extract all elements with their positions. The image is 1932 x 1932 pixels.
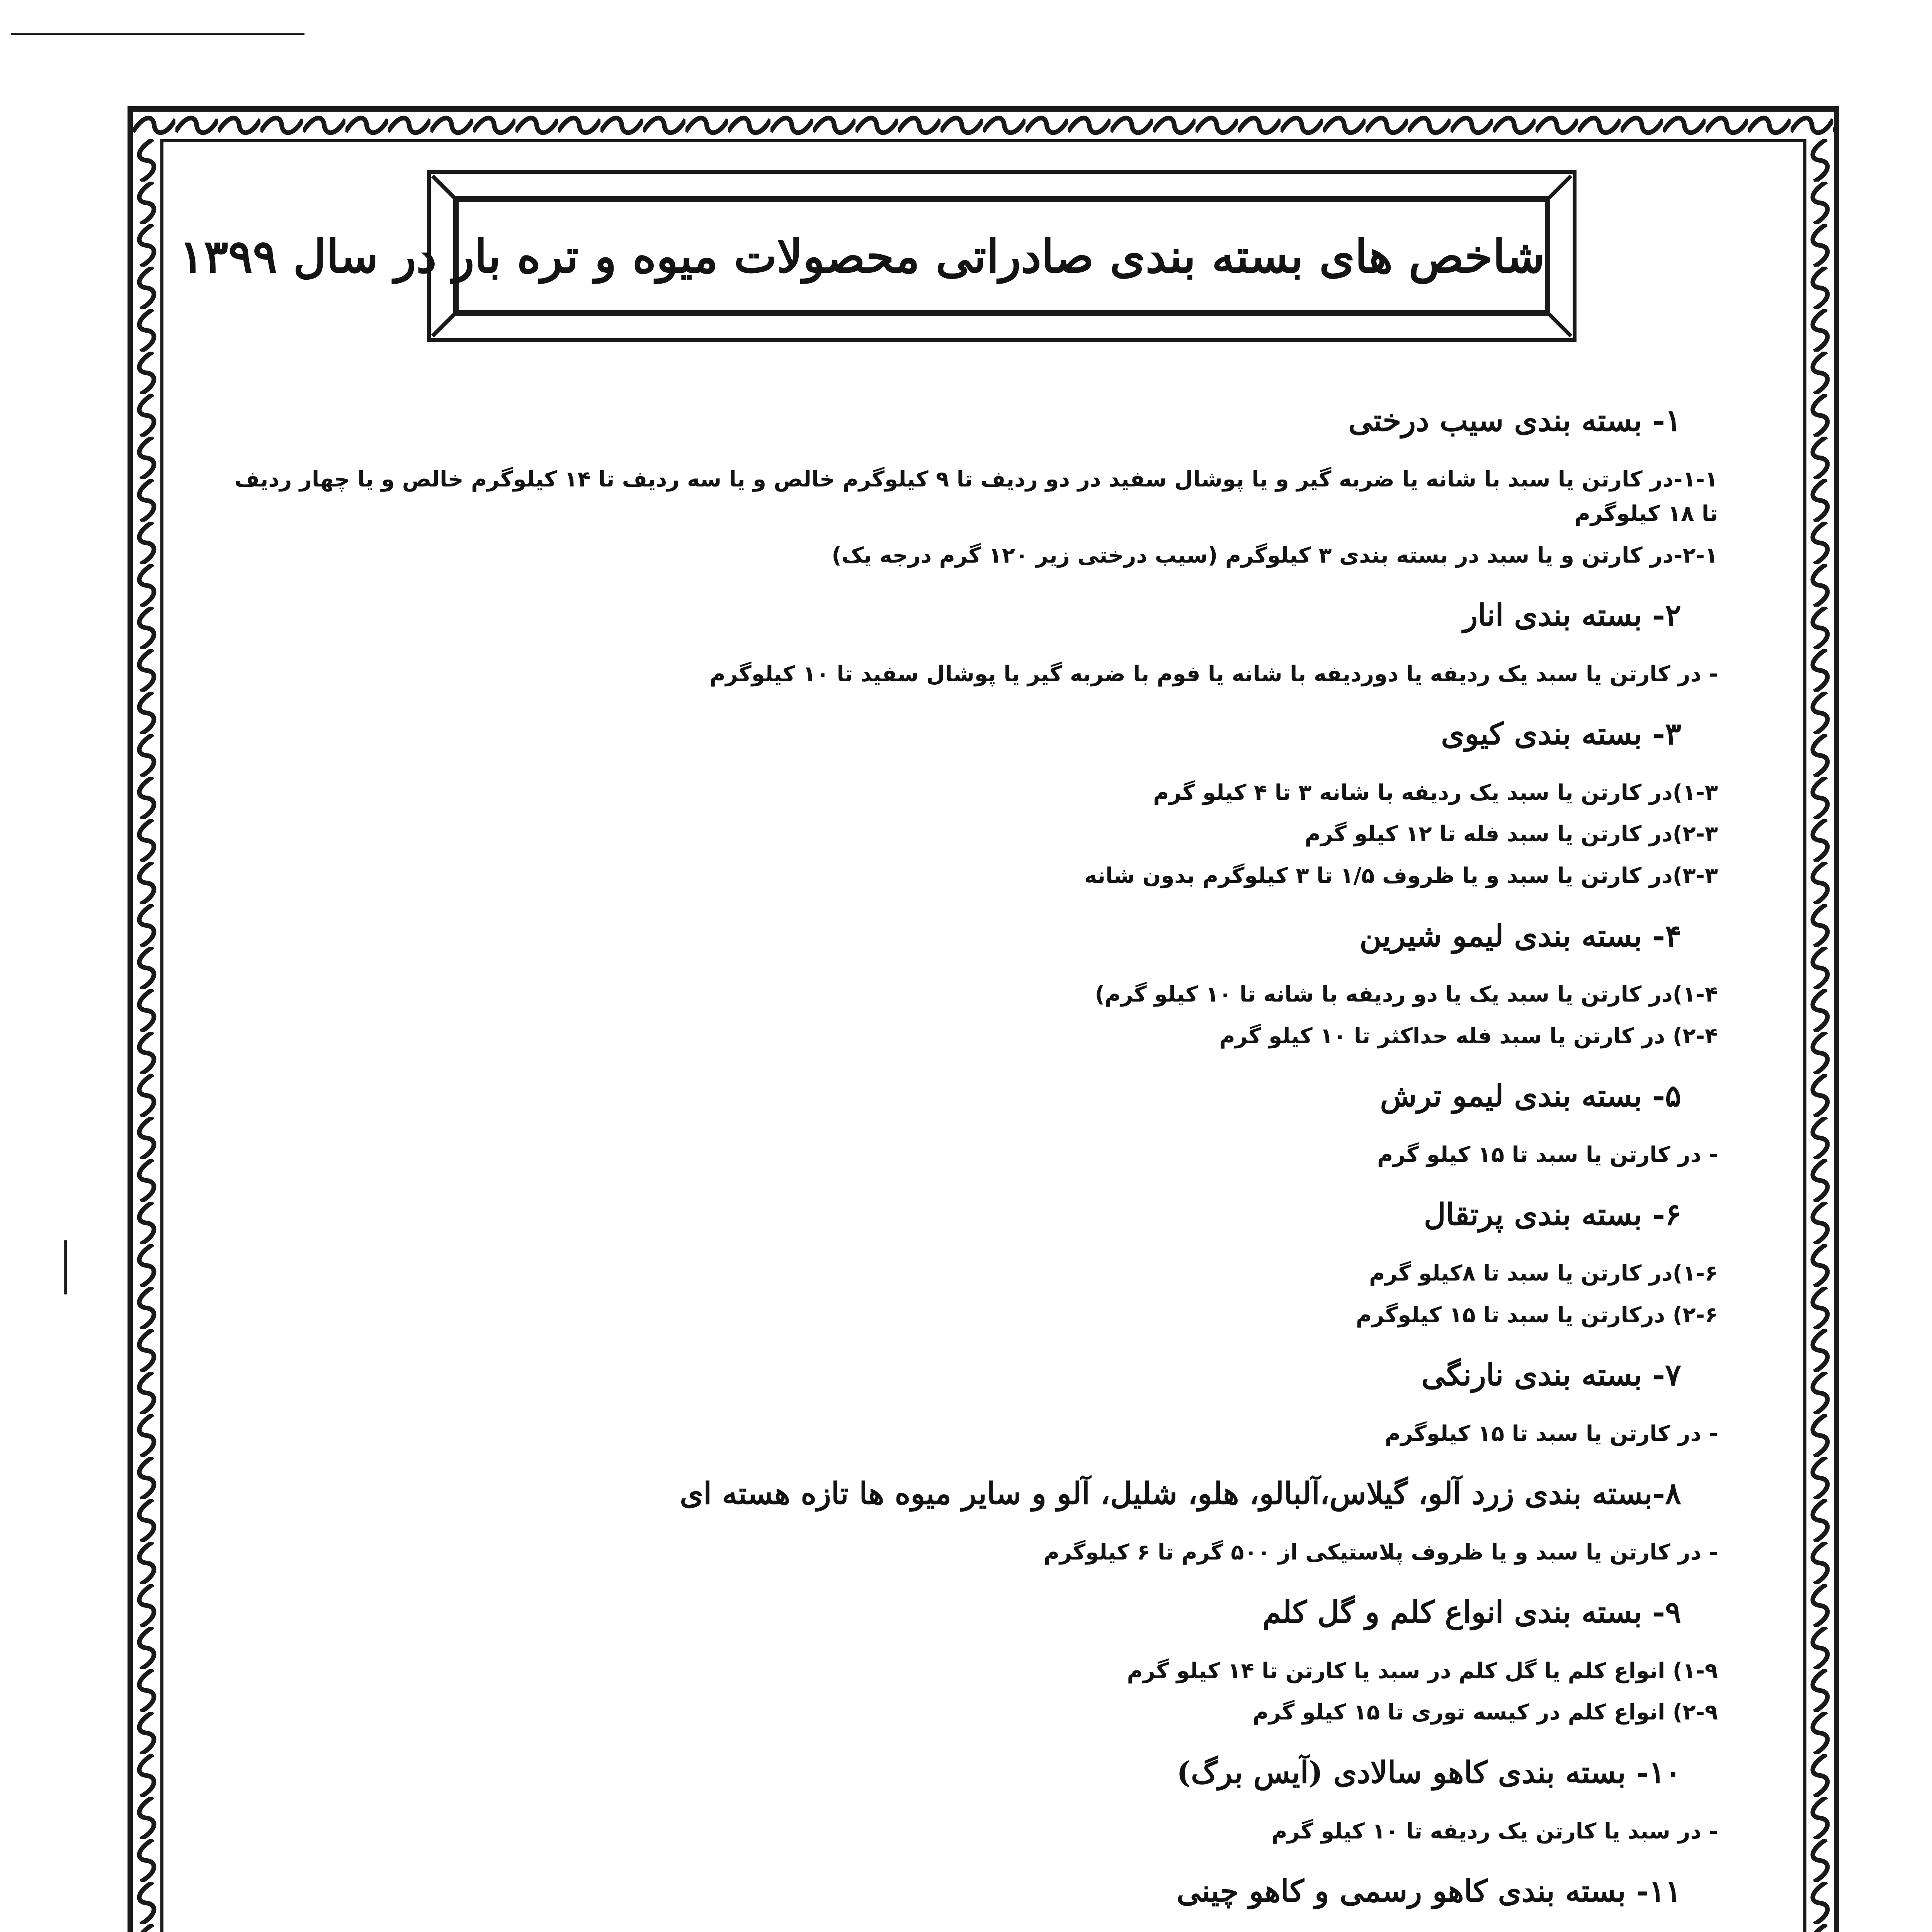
- section-heading: ۸-بسته بندی زرد آلو، گیلاس،آلبالو، هلو، شلیل، آلو و سایر میوه ها تازه هسته ای: [680, 1476, 1681, 1512]
- page-title: شاخص های بسته بندی صادراتی محصولات میوه و تره بار در سال ۱۳۹۹: [179, 229, 1545, 283]
- section-item: ۲-۶) درکارتن یا سبد تا ۱۵ کیلوگرم: [1355, 1302, 1718, 1328]
- section-item: ۱-۹) انواع کلم یا گل کلم در سبد یا کارتن تا ۱۴ کیلو گرم: [1127, 1658, 1718, 1684]
- section-heading: ۱۱- بسته بندی کاهو رسمی و کاهو چینی: [1177, 1874, 1681, 1909]
- section-item: - در کارتن یا سبد یک ردیفه یا دوردیفه با شانه یا فوم با ضربه گیر یا پوشال سفید تا ۱۰ کیلوگرم: [709, 661, 1718, 687]
- section-heading: ۷- بسته بندی نارنگی: [1421, 1357, 1681, 1393]
- section-heading: ۵- بسته بندی لیمو ترش: [1380, 1078, 1681, 1114]
- section-item: ۲-۱-در کارتن و یا سبد در بسته بندی ۳ کیلوگرم (سیب درختی زیر ۱۲۰ گرم درجه یک): [832, 543, 1718, 568]
- section-1: [232, 402, 1718, 573]
- section-11: [232, 1872, 1718, 1932]
- section-9: [232, 1594, 1718, 1730]
- section-8: [232, 1475, 1718, 1570]
- section-item: - در سبد یا کارتن یک ردیفه تا ۱۰ کیلو گرم: [1271, 1818, 1718, 1844]
- section-heading: ۲- بسته بندی انار: [1463, 598, 1681, 633]
- section-item: ۲-۳)در کارتن یا سبد فله تا ۱۲ کیلو گرم: [1304, 821, 1718, 847]
- section-item: ۳-۳)در کارتن یا سبد و یا ظروف ۱/۵ تا ۳ کیلوگرم بدون شانه: [1084, 863, 1718, 889]
- section-item: ۱-۳)در کارتن یا سبد یک ردیفه با شانه ۳ تا ۴ کیلو گرم: [1153, 780, 1718, 805]
- section-heading: ۳- بسته بندی کیوی: [1441, 716, 1681, 752]
- section-heading: ۱- بسته بندی سیب درختی: [1348, 403, 1681, 438]
- section-5: [232, 1077, 1718, 1172]
- section-item: - در کارتن یا سبد و یا ظروف پلاستیکی از ۵۰۰ گرم تا ۶ کیلوگرم: [1043, 1539, 1718, 1565]
- section-10: [232, 1754, 1718, 1849]
- section-heading: ۱۰- بسته بندی کاهو سالادی (آیس برگ): [1177, 1755, 1681, 1790]
- title-bevel-br: [1547, 312, 1572, 337]
- section-item: - در کارتن یا سبد تا ۱۵ کیلو گرم: [1377, 1142, 1718, 1167]
- title-bevel-tr: [1547, 175, 1572, 200]
- section-2: [232, 597, 1718, 691]
- section-heading: ۶- بسته بندی پرتقال: [1424, 1197, 1681, 1233]
- section-item: ۱-۱-در کارتن یا سبد با شانه یا ضربه گیر و یا پوشال سفید در دو ردیف تا ۹ کیلوگرم خالص و یا سه ردیف تا ۱۴ کیلوگرم خالص و یا چهار ردیف تا ۱۸ کیلوگرم: [234, 466, 1718, 527]
- rope-border-top: [133, 112, 1834, 139]
- title-inner-frame: [179, 196, 1550, 316]
- scan-mark-left-tick: [64, 1240, 67, 1294]
- document-body: [232, 402, 1718, 1932]
- rope-border-left: [133, 139, 160, 1932]
- section-item: ۲-۴) در کارتن یا سبد فله حداکثر تا ۱۰ کیلو گرم: [1219, 1023, 1718, 1049]
- section-4: [232, 917, 1718, 1054]
- section-heading: ۹- بسته بندی انواع کلم و گل کلم: [1262, 1595, 1681, 1630]
- section-6: [232, 1196, 1718, 1332]
- section-item: ۱-۶)در کارتن یا سبد تا ۸کیلو گرم: [1369, 1260, 1718, 1286]
- section-item: ۱-۴)در کارتن یا سبد یک یا دو ردیفه با شانه تا ۱۰ کیلو گرم): [1095, 982, 1718, 1007]
- title-box: [179, 170, 1577, 342]
- scan-mark-top-left: [11, 33, 304, 35]
- section-3: [232, 715, 1718, 893]
- section-item: - در کارتن یا سبد تا ۱۵ کیلوگرم: [1384, 1421, 1718, 1446]
- section-item: ۲-۹) انواع کلم در کیسه توری تا ۱۵ کیلو گرم: [1252, 1700, 1718, 1725]
- rope-border-right: [1806, 139, 1834, 1932]
- section-7: [232, 1356, 1718, 1451]
- section-heading: ۴- بسته بندی لیمو شیرین: [1359, 918, 1681, 954]
